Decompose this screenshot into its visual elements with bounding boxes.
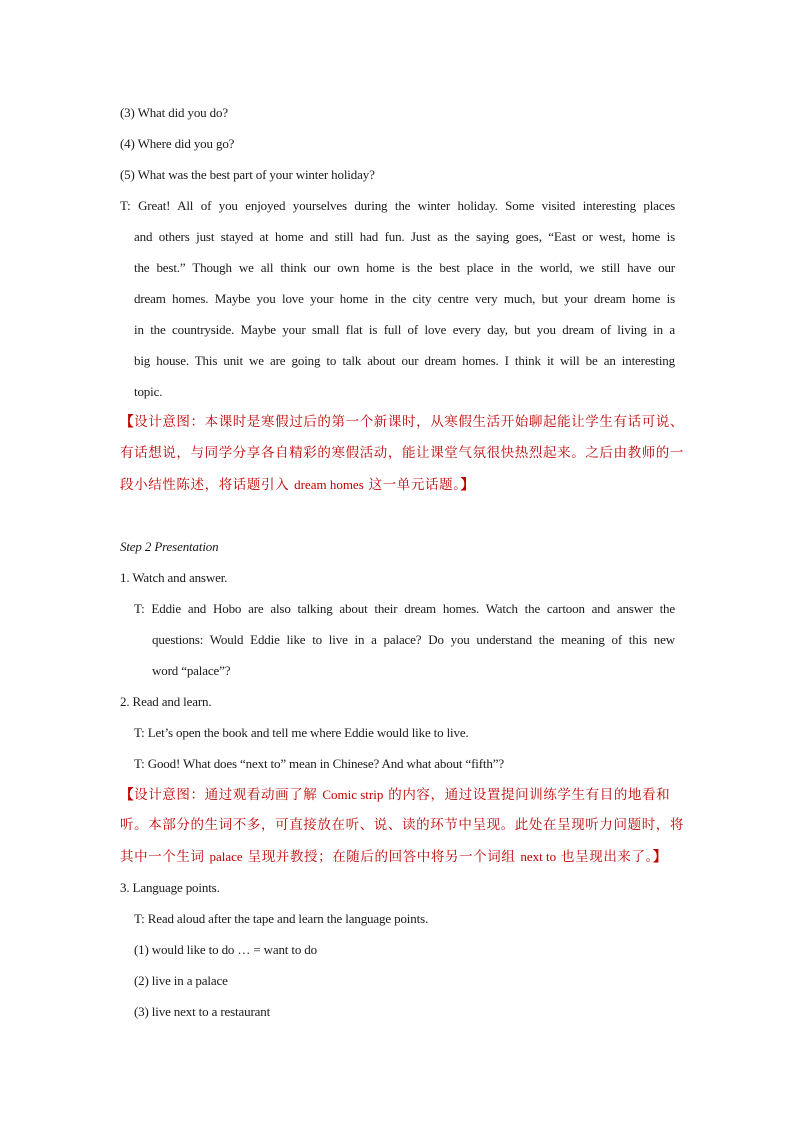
language-point: (2) live in a palace — [134, 973, 228, 988]
question-5: (5) What was the best part of your winter holiday? — [120, 167, 375, 182]
design-note-line: 有话想说，与同学分享各自精彩的寒假活动，能让课堂气氛很快热烈起来。之后由教师的一 — [120, 445, 684, 461]
language-point: (1) would like to do … = want to do — [134, 942, 317, 957]
teacher-talk-line: dream homes. Maybe you love your home in the city centre very much, but your dream home is — [134, 291, 675, 306]
item-2-line: T: Let’s open the book and tell me where Eddie would like to live. — [134, 725, 469, 740]
document-page — [120, 97, 685, 1027]
design-note-line: 【设计意图：本课时是寒假过后的第一个新课时，从寒假生活开始聊起能让学生有话可说、 — [120, 414, 685, 430]
item-1-line: word “palace”? — [152, 663, 231, 678]
item-2-title: 2. Read and learn. — [120, 694, 212, 709]
note-open-bracket: 【 — [120, 787, 135, 803]
design-note-line: 其中一个生词 palace 呈现并教授；在随后的回答中将另一个词组 next to 也呈现出来了。】 — [120, 849, 668, 865]
spacer — [120, 500, 675, 531]
teacher-talk-line: and others just stayed at home and still had fun. Just as the saying goes, “East or west, home is — [134, 229, 675, 244]
language-point: (3) live next to a restaurant — [134, 1004, 271, 1019]
note-close-bracket: 】 — [460, 477, 475, 493]
item-1-line: questions: Would Eddie like to live in a palace? Do you understand the meaning of this new — [152, 632, 675, 647]
teacher-talk-line: in the countryside. Maybe your small flat is full of love every day, but you dream of living in a — [134, 322, 675, 337]
note-close-bracket: 】 — [652, 849, 668, 865]
teacher-talk-line: T: Great! All of you enjoyed yourselves during the winter holiday. Some visited interesting places — [120, 198, 675, 213]
teacher-talk-line: the best.” Though we all think our own home is the best place in the world, we still have our — [134, 260, 675, 275]
item-3-line: T: Read aloud after the tape and learn the language points. — [134, 911, 429, 926]
design-note-2 — [120, 779, 684, 872]
design-note-line: 听。本部分的生词不多，可直接放在听、说、读的环节中呈现。此处在呈现听力问题时，将 — [120, 817, 684, 833]
question-3: (3) What did you do? — [120, 105, 228, 120]
teacher-talk-line: big house. This unit we are going to talk about our dream homes. I think it will be an interesting — [134, 353, 675, 368]
step-2-heading: Step 2 Presentation — [120, 539, 219, 554]
question-4: (4) Where did you go? — [120, 136, 235, 151]
item-1-line: T: Eddie and Hobo are also talking about their dream homes. Watch the cartoon and answer the — [134, 601, 675, 616]
design-note-line: 段小结性陈述，将话题引入 dream homes 这一单元话题。】 — [120, 477, 475, 493]
note-open-bracket: 【 — [120, 414, 135, 430]
item-1-title: 1. Watch and answer. — [120, 570, 228, 585]
design-note-line: 【设计意图：通过观看动画了解 Comic strip 的内容，通过设置提问训练学生有目的地看和 — [120, 787, 671, 803]
teacher-talk-paragraph — [120, 190, 675, 407]
teacher-talk-line: topic. — [134, 384, 163, 399]
design-note-1 — [120, 407, 685, 500]
item-2-line: T: Good! What does “next to” mean in Chinese? And what about “fifth”? — [134, 756, 504, 771]
item-3-title: 3. Language points. — [120, 880, 220, 895]
